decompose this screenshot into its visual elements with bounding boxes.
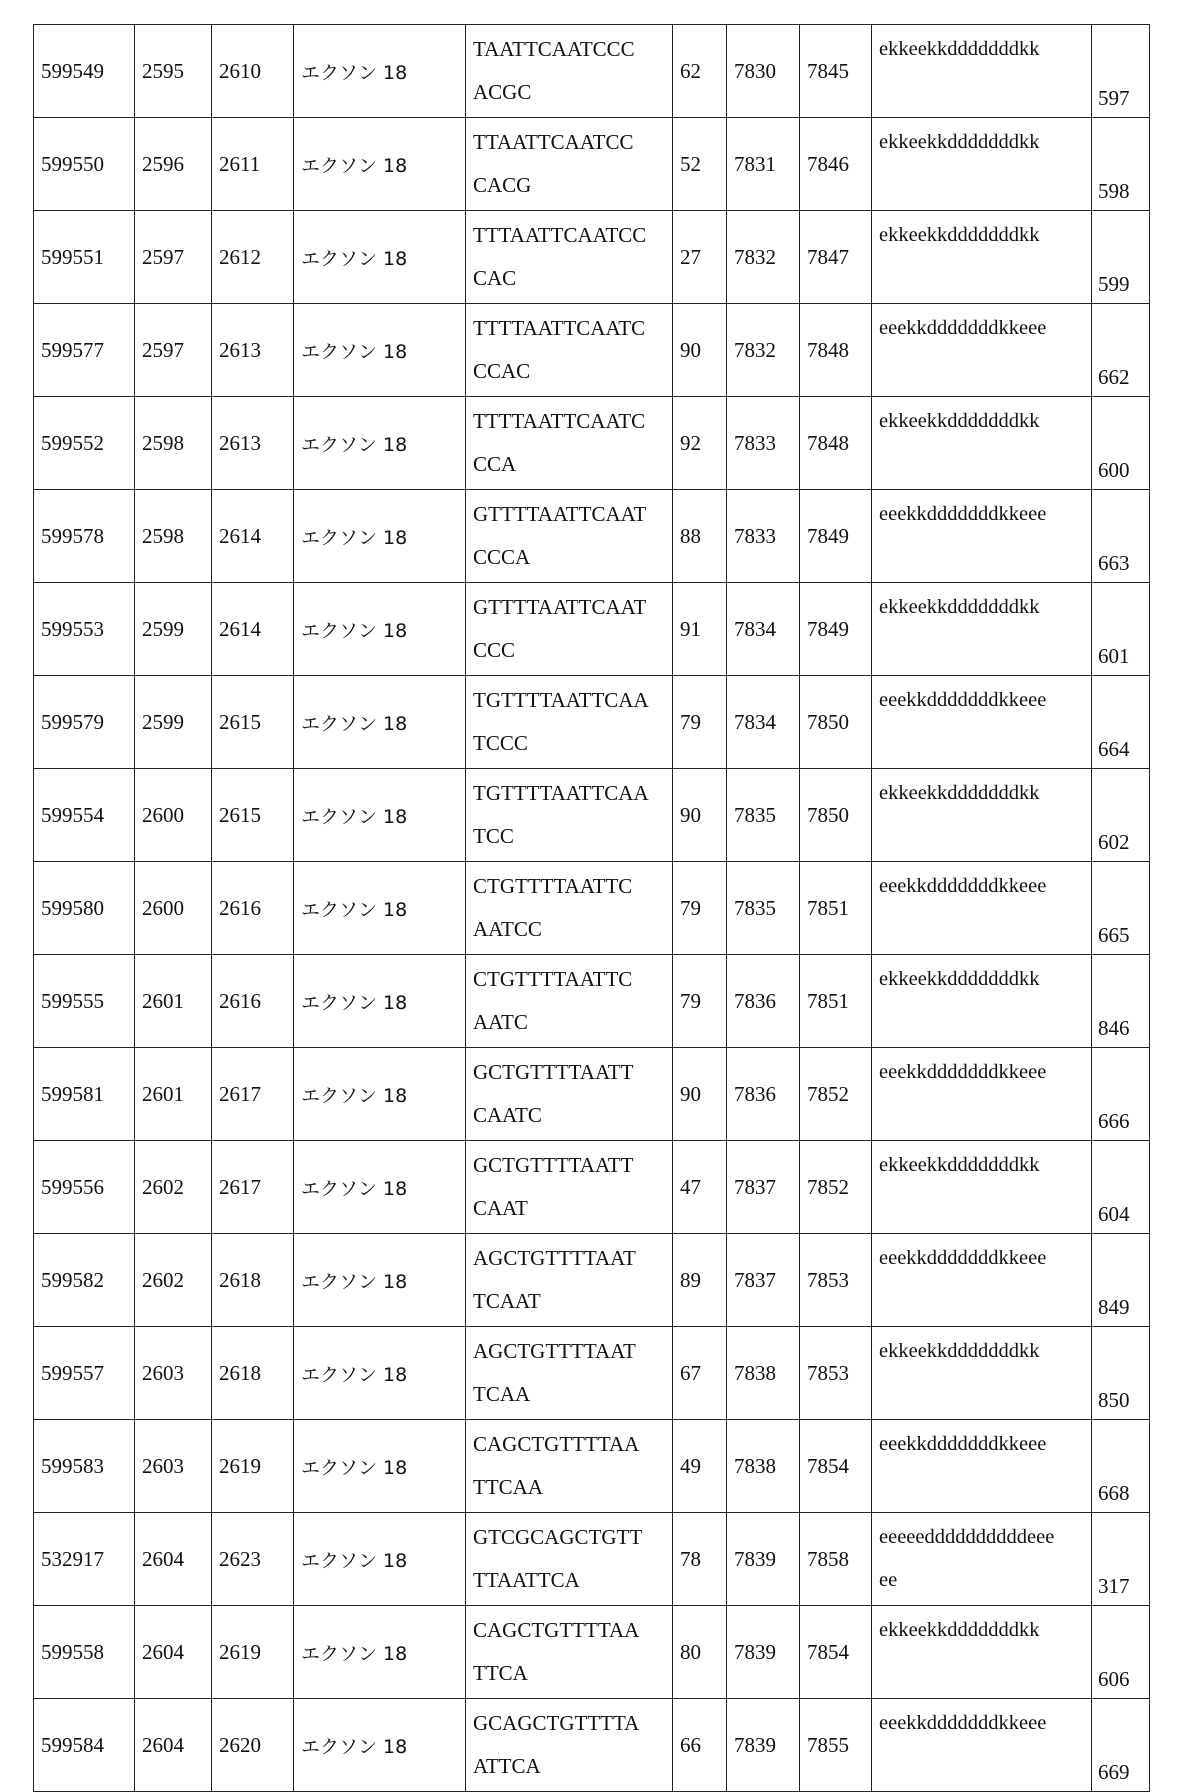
target-region-cell: エクソン 18 [294,397,466,490]
percent-inhibition-cell: 79 [673,955,727,1048]
target-region-cell: エクソン 18 [294,769,466,862]
chemistry-motif-cell [872,583,1092,676]
start-site-cell: 2601 [135,955,212,1048]
stop-site-2-cell: 7853 [800,1327,872,1420]
table-row [34,1513,1150,1606]
stop-site-2-cell: 7850 [800,769,872,862]
stop-site-cell: 2620 [212,1699,294,1792]
percent-inhibition-cell: 47 [673,1141,727,1234]
start-site-cell: 2597 [135,211,212,304]
start-site-cell: 2603 [135,1420,212,1513]
table-row [34,25,1150,118]
sequence-line-1: TAATTCAATCCC [473,28,672,71]
seq-id-no-cell: 599 [1092,211,1150,304]
sequence-line-2: CAC [473,257,672,300]
start-site-cell: 2599 [135,583,212,676]
chemistry-motif-cell [872,676,1092,769]
chemistry-motif-line-1: ekkeekkdddddddkk [879,214,1091,257]
sequence-cell [466,676,673,769]
target-region-cell: エクソン 18 [294,1141,466,1234]
stop-site-cell: 2616 [212,955,294,1048]
percent-inhibition-cell: 79 [673,862,727,955]
isis-number-cell: 599553 [34,583,135,676]
chemistry-motif-line-1: eeekkdddddddkkeee [879,679,1091,722]
start-site-2-cell: 7836 [727,1048,800,1141]
stop-site-2-cell: 7848 [800,397,872,490]
start-site-cell: 2604 [135,1699,212,1792]
chemistry-motif-line-1: eeekkdddddddkkeee [879,307,1091,350]
sequence-cell [466,1327,673,1420]
sequence-cell [466,1513,673,1606]
stop-site-cell: 2615 [212,676,294,769]
percent-inhibition-cell: 92 [673,397,727,490]
stop-site-2-cell: 7847 [800,211,872,304]
chemistry-motif-line-2 [879,1001,1091,1044]
stop-site-2-cell: 7854 [800,1420,872,1513]
sequence-cell [466,25,673,118]
table-row [34,1699,1150,1792]
chemistry-motif-cell [872,490,1092,583]
table-row [34,490,1150,583]
sequence-line-1: TTTTAATTCAATC [473,400,672,443]
sequence-line-1: TGTTTTAATTCAA [473,772,672,815]
table-row [34,1606,1150,1699]
sequence-line-1: TGTTTTAATTCAA [473,679,672,722]
sequence-cell [466,1420,673,1513]
table-row [34,1420,1150,1513]
chemistry-motif-cell [872,211,1092,304]
sequence-cell [466,583,673,676]
chemistry-motif-line-1: ekkeekkdddddddkk [879,958,1091,1001]
sequence-line-2: TTCAA [473,1466,672,1509]
chemistry-motif-line-2 [879,71,1091,114]
sequence-cell [466,304,673,397]
isis-number-cell: 599578 [34,490,135,583]
start-site-cell: 2600 [135,862,212,955]
sequence-line-1: CAGCTGTTTTAA [473,1609,672,1652]
target-region-cell: エクソン 18 [294,118,466,211]
chemistry-motif-line-2 [879,164,1091,207]
start-site-2-cell: 7835 [727,769,800,862]
chemistry-motif-line-2 [879,536,1091,579]
stop-site-2-cell: 7849 [800,490,872,583]
percent-inhibition-cell: 79 [673,676,727,769]
chemistry-motif-cell [872,862,1092,955]
start-site-2-cell: 7835 [727,862,800,955]
start-site-cell: 2598 [135,490,212,583]
percent-inhibition-cell: 52 [673,118,727,211]
stop-site-cell: 2623 [212,1513,294,1606]
seq-id-no-cell: 663 [1092,490,1150,583]
chemistry-motif-line-1: ekkeekkdddddddkk [879,1609,1091,1652]
percent-inhibition-cell: 90 [673,304,727,397]
sequence-line-2: CCC [473,629,672,672]
start-site-cell: 2599 [135,676,212,769]
stop-site-cell: 2613 [212,304,294,397]
percent-inhibition-cell: 80 [673,1606,727,1699]
stop-site-cell: 2619 [212,1606,294,1699]
chemistry-motif-cell [872,25,1092,118]
isis-number-cell: 599555 [34,955,135,1048]
chemistry-motif-line-1: eeekkdddddddkkeee [879,1702,1091,1745]
chemistry-motif-line-2 [879,722,1091,765]
isis-number-cell: 599549 [34,25,135,118]
target-region-cell: エクソン 18 [294,490,466,583]
seq-id-no-cell: 602 [1092,769,1150,862]
sequence-cell [466,1234,673,1327]
target-region-cell: エクソン 18 [294,1699,466,1792]
start-site-2-cell: 7839 [727,1606,800,1699]
stop-site-2-cell: 7849 [800,583,872,676]
sequence-line-1: GCTGTTTTAATT [473,1051,672,1094]
sequence-line-2: CAAT [473,1187,672,1230]
sequence-line-2: AATCC [473,908,672,951]
sequence-line-1: AGCTGTTTTAAT [473,1330,672,1373]
isis-number-cell: 599577 [34,304,135,397]
oligo-table [33,24,1150,1792]
target-region-cell: エクソン 18 [294,1234,466,1327]
table-row [34,1327,1150,1420]
isis-number-cell: 599557 [34,1327,135,1420]
isis-number-cell: 599582 [34,1234,135,1327]
start-site-2-cell: 7838 [727,1420,800,1513]
chemistry-motif-cell [872,955,1092,1048]
chemistry-motif-line-1: eeekkdddddddkkeee [879,493,1091,536]
chemistry-motif-line-2 [879,257,1091,300]
start-site-cell: 2604 [135,1606,212,1699]
table-row [34,304,1150,397]
start-site-2-cell: 7831 [727,118,800,211]
sequence-cell [466,955,673,1048]
target-region-cell: エクソン 18 [294,211,466,304]
start-site-cell: 2597 [135,304,212,397]
chemistry-motif-line-1: ekkeekkdddddddkk [879,772,1091,815]
isis-number-cell: 599554 [34,769,135,862]
sequence-line-2: CACG [473,164,672,207]
stop-site-cell: 2611 [212,118,294,211]
chemistry-motif-cell [872,1420,1092,1513]
chemistry-motif-line-1: ekkeekkdddddddkk [879,586,1091,629]
chemistry-motif-line-1: eeeeeddddddddddeee [879,1516,1091,1559]
table-row [34,769,1150,862]
isis-number-cell: 599581 [34,1048,135,1141]
chemistry-motif-line-1: eeekkdddddddkkeee [879,1237,1091,1280]
sequence-cell [466,118,673,211]
target-region-cell: エクソン 18 [294,862,466,955]
chemistry-motif-line-2 [879,629,1091,672]
sequence-line-2: AATC [473,1001,672,1044]
chemistry-motif-cell [872,1513,1092,1606]
sequence-line-2: CAATC [473,1094,672,1137]
seq-id-no-cell: 606 [1092,1606,1150,1699]
isis-number-cell: 599584 [34,1699,135,1792]
seq-id-no-cell: 317 [1092,1513,1150,1606]
chemistry-motif-line-2 [879,1373,1091,1416]
target-region-cell: エクソン 18 [294,1327,466,1420]
table-row [34,118,1150,211]
chemistry-motif-line-2 [879,443,1091,486]
sequence-line-2: TCCC [473,722,672,765]
isis-number-cell: 599580 [34,862,135,955]
seq-id-no-cell: 600 [1092,397,1150,490]
chemistry-motif-line-1: eeekkdddddddkkeee [879,865,1091,908]
stop-site-cell: 2617 [212,1141,294,1234]
start-site-2-cell: 7833 [727,490,800,583]
sequence-line-2: ATTCA [473,1745,672,1788]
chemistry-motif-line-2 [879,1652,1091,1695]
table-row [34,1234,1150,1327]
percent-inhibition-cell: 49 [673,1420,727,1513]
start-site-cell: 2602 [135,1234,212,1327]
chemistry-motif-line-2: ee [879,1559,1091,1602]
table-row [34,955,1150,1048]
sequence-cell [466,397,673,490]
stop-site-2-cell: 7851 [800,862,872,955]
stop-site-cell: 2614 [212,583,294,676]
sequence-line-2: CCA [473,443,672,486]
sequence-line-2: CCCA [473,536,672,579]
seq-id-no-cell: 597 [1092,25,1150,118]
seq-id-no-cell: 846 [1092,955,1150,1048]
isis-number-cell: 599558 [34,1606,135,1699]
start-site-cell: 2596 [135,118,212,211]
start-site-2-cell: 7830 [727,25,800,118]
stop-site-2-cell: 7858 [800,1513,872,1606]
isis-number-cell: 599550 [34,118,135,211]
stop-site-cell: 2617 [212,1048,294,1141]
start-site-2-cell: 7838 [727,1327,800,1420]
chemistry-motif-line-1: ekkeekkdddddddkk [879,121,1091,164]
seq-id-no-cell: 668 [1092,1420,1150,1513]
target-region-cell: エクソン 18 [294,304,466,397]
seq-id-no-cell: 850 [1092,1327,1150,1420]
start-site-2-cell: 7832 [727,304,800,397]
table-row [34,583,1150,676]
table-row [34,397,1150,490]
stop-site-2-cell: 7852 [800,1048,872,1141]
percent-inhibition-cell: 27 [673,211,727,304]
chemistry-motif-cell [872,118,1092,211]
sequence-line-1: CTGTTTTAATTC [473,958,672,1001]
chemistry-motif-cell [872,1141,1092,1234]
stop-site-cell: 2615 [212,769,294,862]
sequence-cell [466,1048,673,1141]
target-region-cell: エクソン 18 [294,955,466,1048]
chemistry-motif-cell [872,304,1092,397]
seq-id-no-cell: 604 [1092,1141,1150,1234]
percent-inhibition-cell: 89 [673,1234,727,1327]
chemistry-motif-line-1: eeekkdddddddkkeee [879,1423,1091,1466]
stop-site-2-cell: 7848 [800,304,872,397]
start-site-2-cell: 7834 [727,676,800,769]
sequence-line-2: CCAC [473,350,672,393]
start-site-cell: 2603 [135,1327,212,1420]
sequence-line-1: AGCTGTTTTAAT [473,1237,672,1280]
target-region-cell: エクソン 18 [294,25,466,118]
stop-site-cell: 2610 [212,25,294,118]
start-site-cell: 2601 [135,1048,212,1141]
sequence-cell [466,211,673,304]
sequence-cell [466,1606,673,1699]
chemistry-motif-line-2 [879,908,1091,951]
isis-number-cell: 599552 [34,397,135,490]
stop-site-2-cell: 7854 [800,1606,872,1699]
sequence-cell [466,1699,673,1792]
table-row [34,676,1150,769]
chemistry-motif-line-2 [879,1187,1091,1230]
start-site-cell: 2598 [135,397,212,490]
sequence-line-1: CAGCTGTTTTAA [473,1423,672,1466]
target-region-cell: エクソン 18 [294,1606,466,1699]
percent-inhibition-cell: 66 [673,1699,727,1792]
seq-id-no-cell: 669 [1092,1699,1150,1792]
sequence-cell [466,769,673,862]
sequence-line-2: ACGC [473,71,672,114]
chemistry-motif-line-1: ekkeekkdddddddkk [879,28,1091,71]
start-site-cell: 2595 [135,25,212,118]
start-site-2-cell: 7839 [727,1699,800,1792]
sequence-cell [466,862,673,955]
sequence-cell [466,490,673,583]
sequence-line-1: CTGTTTTAATTC [473,865,672,908]
percent-inhibition-cell: 91 [673,583,727,676]
stop-site-2-cell: 7853 [800,1234,872,1327]
isis-number-cell: 599579 [34,676,135,769]
isis-number-cell: 599583 [34,1420,135,1513]
stop-site-2-cell: 7855 [800,1699,872,1792]
start-site-2-cell: 7836 [727,955,800,1048]
stop-site-2-cell: 7845 [800,25,872,118]
chemistry-motif-line-2 [879,350,1091,393]
table-row [34,1048,1150,1141]
percent-inhibition-cell: 78 [673,1513,727,1606]
seq-id-no-cell: 598 [1092,118,1150,211]
table-row [34,211,1150,304]
start-site-2-cell: 7839 [727,1513,800,1606]
chemistry-motif-line-2 [879,1466,1091,1509]
chemistry-motif-cell [872,397,1092,490]
sequence-line-1: GTTTTAATTCAAT [473,493,672,536]
seq-id-no-cell: 665 [1092,862,1150,955]
isis-number-cell: 599551 [34,211,135,304]
percent-inhibition-cell: 67 [673,1327,727,1420]
start-site-2-cell: 7837 [727,1234,800,1327]
seq-id-no-cell: 849 [1092,1234,1150,1327]
sequence-line-1: TTTAATTCAATCC [473,214,672,257]
stop-site-cell: 2612 [212,211,294,304]
table-row [34,862,1150,955]
chemistry-motif-line-1: eeekkdddddddkkeee [879,1051,1091,1094]
sequence-line-2: TTCA [473,1652,672,1695]
sequence-line-2: TTAATTCA [473,1559,672,1602]
target-region-cell: エクソン 18 [294,583,466,676]
start-site-cell: 2602 [135,1141,212,1234]
table-row [34,1141,1150,1234]
percent-inhibition-cell: 90 [673,1048,727,1141]
chemistry-motif-line-2 [879,1745,1091,1788]
target-region-cell: エクソン 18 [294,1048,466,1141]
seq-id-no-cell: 666 [1092,1048,1150,1141]
percent-inhibition-cell: 62 [673,25,727,118]
start-site-cell: 2604 [135,1513,212,1606]
sequence-line-2: TCAAT [473,1280,672,1323]
isis-number-cell: 532917 [34,1513,135,1606]
chemistry-motif-line-1: ekkeekkdddddddkk [879,1330,1091,1373]
stop-site-cell: 2619 [212,1420,294,1513]
sequence-line-1: TTAATTCAATCC [473,121,672,164]
chemistry-motif-line-2 [879,1280,1091,1323]
target-region-cell: エクソン 18 [294,676,466,769]
stop-site-2-cell: 7851 [800,955,872,1048]
chemistry-motif-cell [872,1699,1092,1792]
start-site-2-cell: 7837 [727,1141,800,1234]
chemistry-motif-cell [872,769,1092,862]
chemistry-motif-line-1: ekkeekkdddddddkk [879,400,1091,443]
sequence-line-1: GTCGCAGCTGTT [473,1516,672,1559]
isis-number-cell: 599556 [34,1141,135,1234]
sequence-line-1: GTTTTAATTCAAT [473,586,672,629]
seq-id-no-cell: 601 [1092,583,1150,676]
percent-inhibition-cell: 90 [673,769,727,862]
sequence-line-1: GCTGTTTTAATT [473,1144,672,1187]
start-site-2-cell: 7833 [727,397,800,490]
sequence-cell [466,1141,673,1234]
sequence-line-2: TCC [473,815,672,858]
chemistry-motif-cell [872,1048,1092,1141]
start-site-2-cell: 7832 [727,211,800,304]
stop-site-2-cell: 7852 [800,1141,872,1234]
stop-site-2-cell: 7846 [800,118,872,211]
chemistry-motif-line-2 [879,815,1091,858]
sequence-line-2: TCAA [473,1373,672,1416]
sequence-line-1: GCAGCTGTTTTA [473,1702,672,1745]
stop-site-cell: 2613 [212,397,294,490]
chemistry-motif-line-1: ekkeekkdddddddkk [879,1144,1091,1187]
chemistry-motif-cell [872,1327,1092,1420]
stop-site-2-cell: 7850 [800,676,872,769]
seq-id-no-cell: 662 [1092,304,1150,397]
seq-id-no-cell: 664 [1092,676,1150,769]
stop-site-cell: 2618 [212,1234,294,1327]
start-site-cell: 2600 [135,769,212,862]
target-region-cell: エクソン 18 [294,1420,466,1513]
stop-site-cell: 2618 [212,1327,294,1420]
target-region-cell: エクソン 18 [294,1513,466,1606]
percent-inhibition-cell: 88 [673,490,727,583]
sequence-line-1: TTTTAATTCAATC [473,307,672,350]
start-site-2-cell: 7834 [727,583,800,676]
stop-site-cell: 2614 [212,490,294,583]
stop-site-cell: 2616 [212,862,294,955]
chemistry-motif-line-2 [879,1094,1091,1137]
chemistry-motif-cell [872,1234,1092,1327]
chemistry-motif-cell [872,1606,1092,1699]
